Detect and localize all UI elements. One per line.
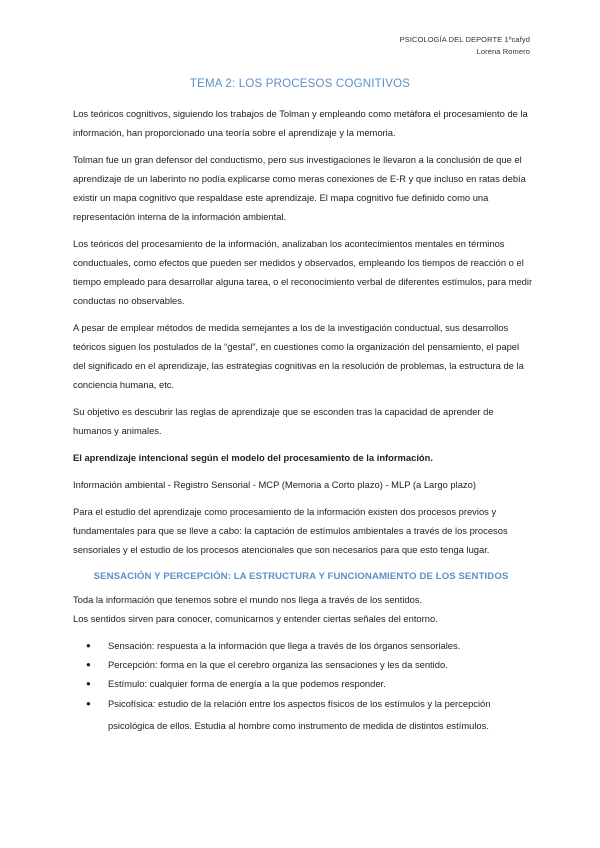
list-item-text: Psicofísica: estudio de la relación entre los aspectos físicos de los estímulos y la percepción psicológica de ellos. Estudia al hombre como instrumento de medida de distintos estímulos. — [108, 698, 491, 731]
paragraph: Su objetivo es descubrir las reglas de aprendizaje que se esconden tras la capacidad de aprender de humanos y animales. — [73, 406, 494, 436]
section-line: Los sentidos sirven para conocer, comunicarnos y entender ciertas señales del entorno. — [73, 613, 438, 624]
list-item-text: Sensación: respuesta a la información que llega a través de los órganos sensoriales. — [108, 640, 461, 651]
paragraph: A pesar de emplear métodos de medida semejantes a los de la investigación conductual, sus desarrollos teóricos siguen los postulados de la “gestal”, en cuestiones como la organización del pensamiento, el papel del significado en el aprendizaje, las estrategias cognitivas en la resolución de problemas, la estructura de la conciencia humana, etc. — [73, 322, 524, 390]
header-course: PSICOLOGÍA DEL DEPORTE 1ºcafyd — [399, 35, 530, 44]
bullet-icon: ● — [86, 699, 91, 708]
bullet-icon: ● — [86, 679, 91, 688]
bold-heading: El aprendizaje intencional según el modelo del procesamiento de la información. — [73, 452, 433, 463]
page-header — [400, 34, 530, 58]
paragraph: Para el estudio del aprendizaje como procesamiento de la información existen dos procesos previos y fundamentales para que se lleve a cabo: la captación de estímulos ambientales a través de los procesos sensoriales y el estudio de los procesos atencionales que son necesarios para que esto tenga lugar. — [73, 506, 508, 555]
definition-list — [73, 636, 533, 737]
list-item — [73, 655, 533, 674]
header-author: Lorena Romero — [476, 47, 530, 56]
list-item-text: Percepción: forma en la que el cerebro organiza las sensaciones y les da sentido. — [108, 659, 448, 670]
info-flow-line: Información ambiental - Registro Sensorial - MCP (Memoria a Corto plazo) - MLP (a Largo plazo) — [73, 479, 476, 490]
bullet-icon: ● — [86, 641, 91, 650]
list-item — [73, 693, 533, 737]
paragraph: Tolman fue un gran defensor del conductismo, pero sus investigaciones le llevaron a la conclusión de que el aprendizaje de un laberinto no podía explicarse como meras conexiones de E-R y que incluso en ratas debía existir un mapa cognitivo que respaldase este aprendizaje. El mapa cognitivo fue definido como una representación interna de la información ambiental. — [73, 154, 526, 222]
list-item — [73, 674, 533, 693]
paragraph: Los teóricos cognitivos, siguiendo los trabajos de Tolman y empleando como metáfora el procesamiento de la información, han proporcionado una teoría sobre el aprendizaje y la memoria. — [73, 108, 528, 138]
paragraph: Los teóricos del procesamiento de la información, analizaban los acontecimientos mentales en términos conductuales, como efectos que pueden ser medidos y observados, empleando los tiempos de reacción o el tiempo empleado para desarrollar alguna tarea, o el reconocimiento verbal de diferentes estímulos, para medir conductas no observables. — [73, 238, 533, 306]
bullet-icon: ● — [86, 660, 91, 669]
section-title: SENSACIÓN Y PERCEPCIÓN: LA ESTRUCTURA Y FUNCIONAMIENTO DE LOS SENTIDOS — [93, 571, 509, 582]
document-body — [73, 104, 533, 737]
list-item — [73, 636, 533, 655]
page-title: TEMA 2: LOS PROCESOS COGNITIVOS — [189, 78, 411, 90]
section-line: Toda la información que tenemos sobre el mundo nos llega a través de los sentidos. — [73, 594, 423, 605]
list-item-text: Estímulo: cualquier forma de energía a la que podemos responder. — [108, 678, 386, 689]
